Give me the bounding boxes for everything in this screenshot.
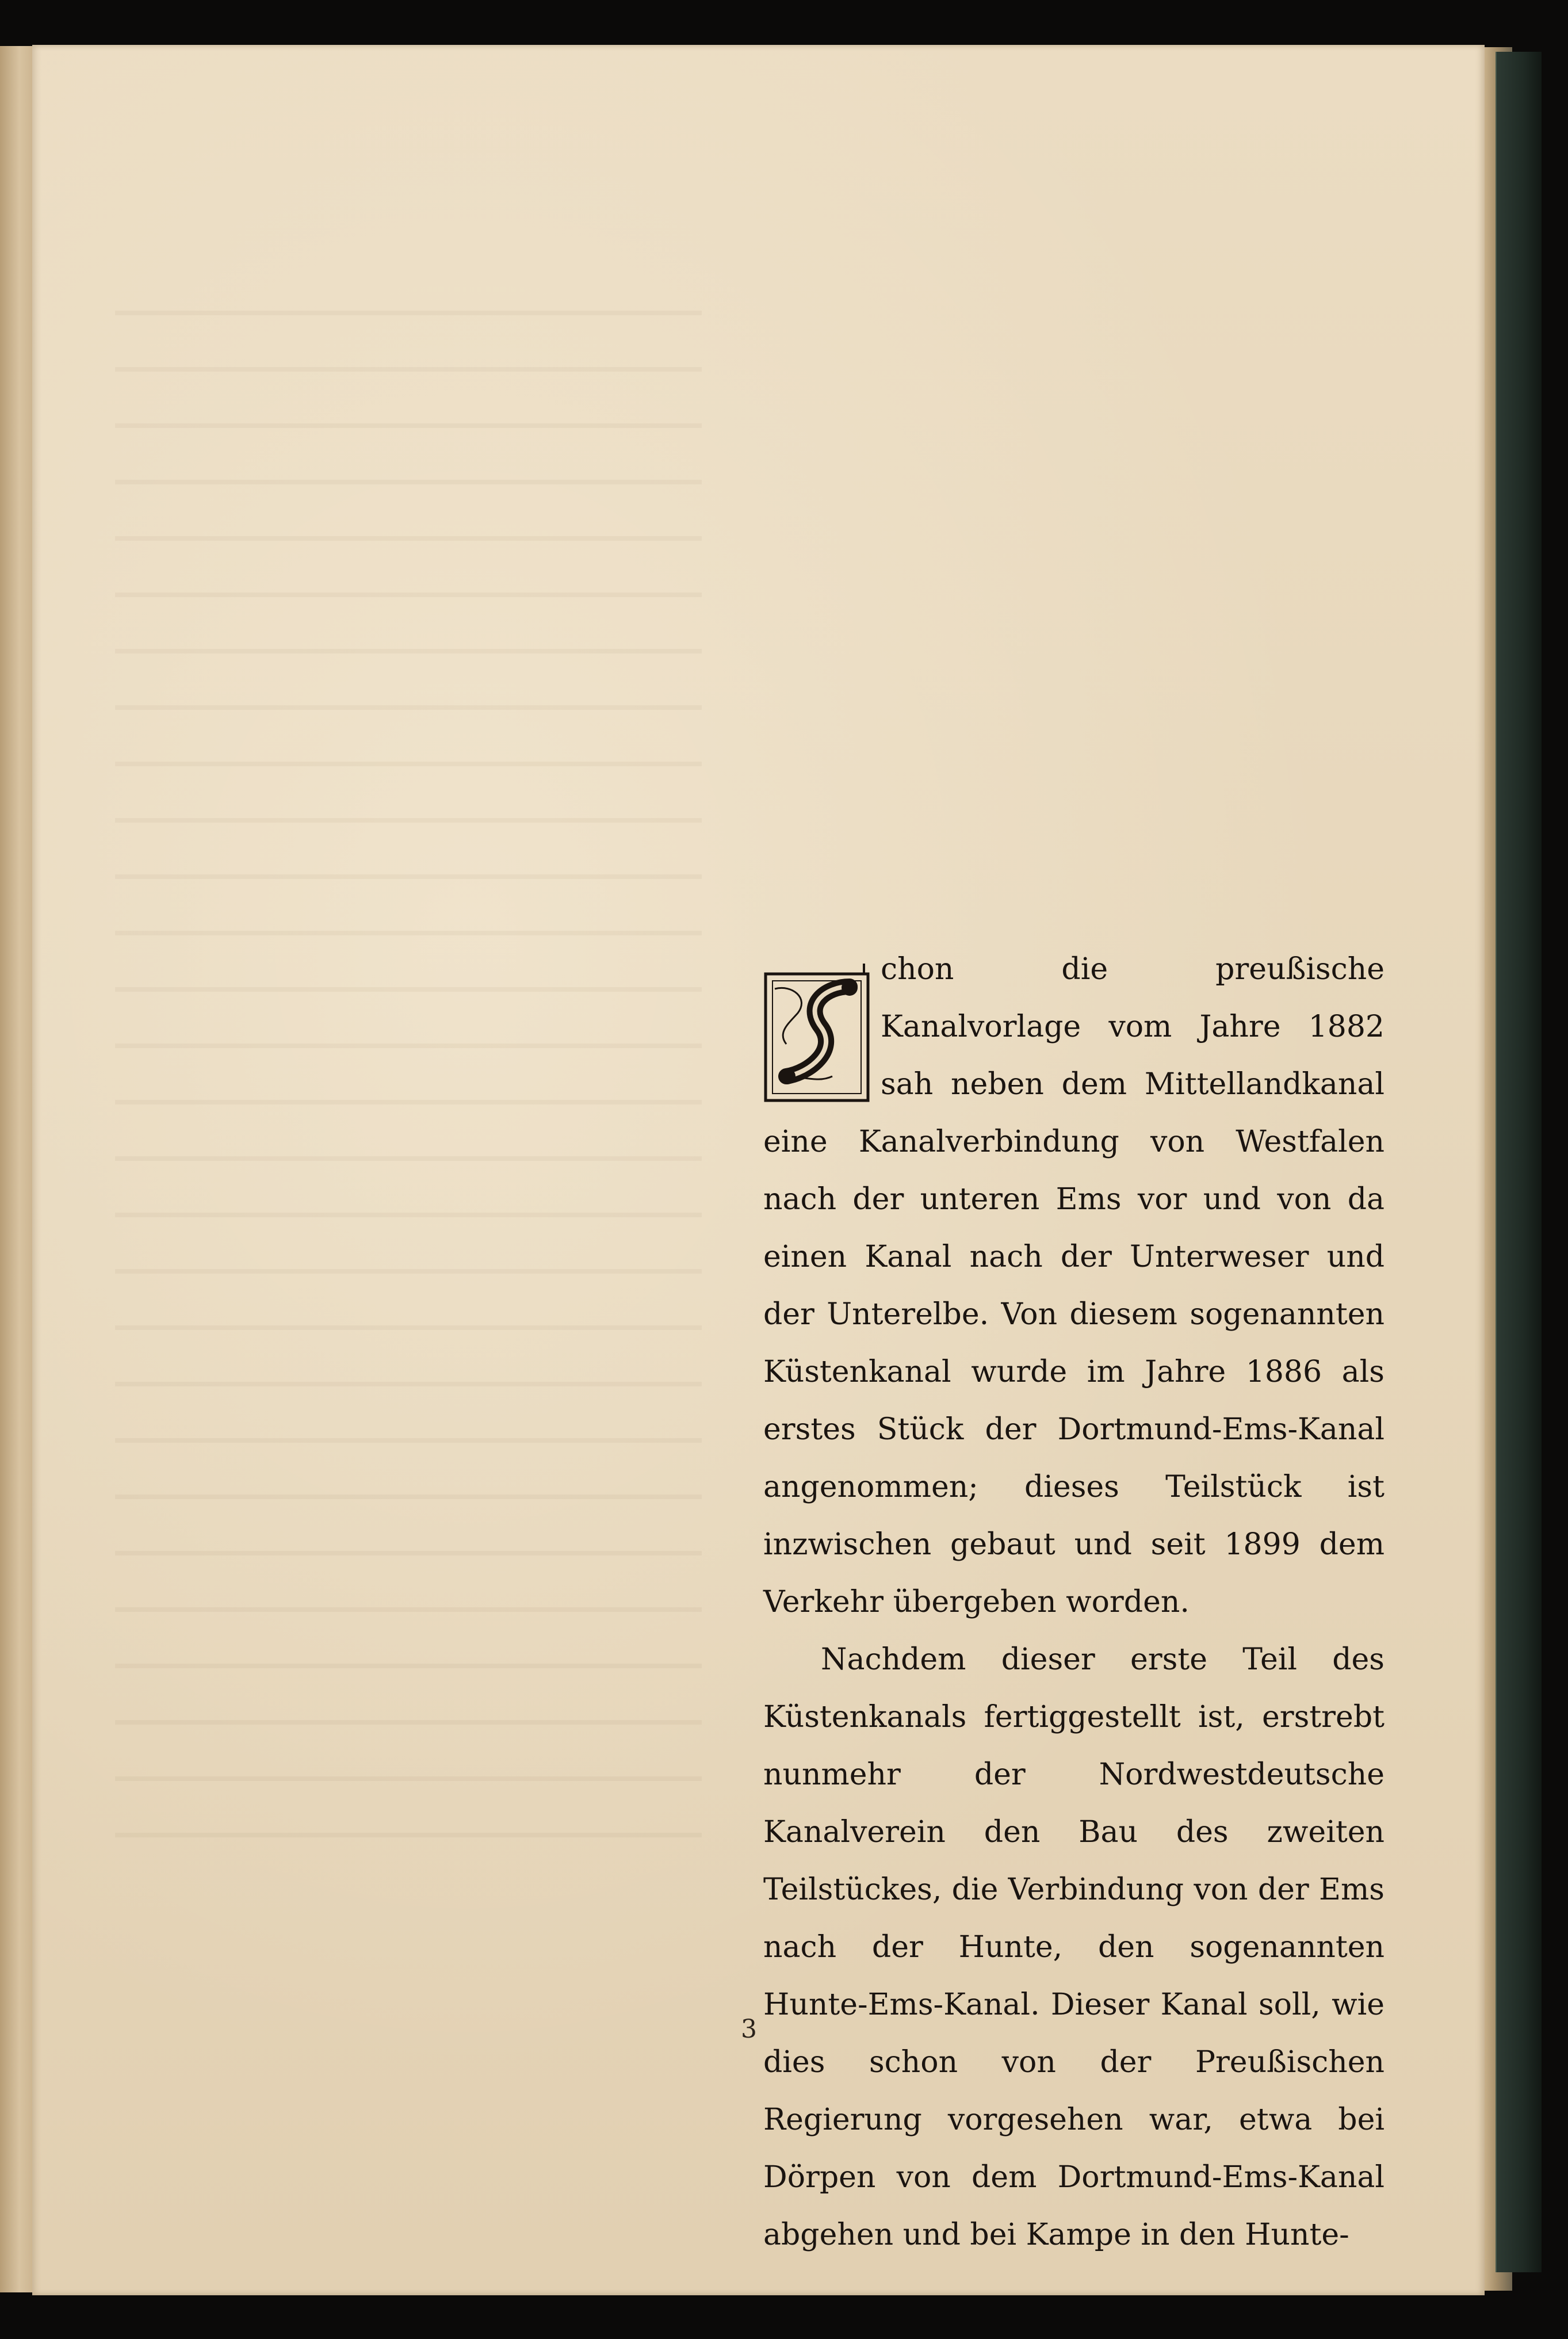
paragraph-1: chon die preußische Kanalvorlage vom Jahre 1882 sah neben dem Mittellandkanal eine Kanalverbindung von Westfalen nach der unteren Ems vor und von da einen Kanal nach der Unterweser und der Unterelbe. Von diesem sogenannten Küstenkanal wurde im Jahre 1886 als erstes Stück der Dortmund-Ems-Kanal angenommen; dieses Teilstück ist inzwischen gebaut und seit 1899 dem Verkehr übergeben worden. (763, 952, 1385, 1619)
paragraph-2: Nachdem dieser erste Teil des Küstenkanals fertiggestellt ist, erstrebt nunmehr der Nordwestdeutsche Kanalverein den Bau des zweiten Teilstückes, die Verbindung von der Ems nach der Hunte, den sogenannten Hunte-Ems-Kanal. Dieser Kanal soll, wie dies schon von der Preußischen Regierung vorgesehen war, etwa bei Dörpen von dem Dortmund-Ems-Kanal abgehen und bei Kampe in den Hunte- (763, 1642, 1385, 2252)
bleed-through-texture (115, 259, 702, 1985)
previous-page-edge (0, 46, 34, 2292)
text-column (763, 941, 1385, 2264)
ornamental-s-icon (763, 964, 873, 1104)
page-number: 3 (741, 2015, 757, 2044)
decorative-initial (763, 964, 873, 1104)
book-cover-edge (1496, 52, 1542, 2272)
